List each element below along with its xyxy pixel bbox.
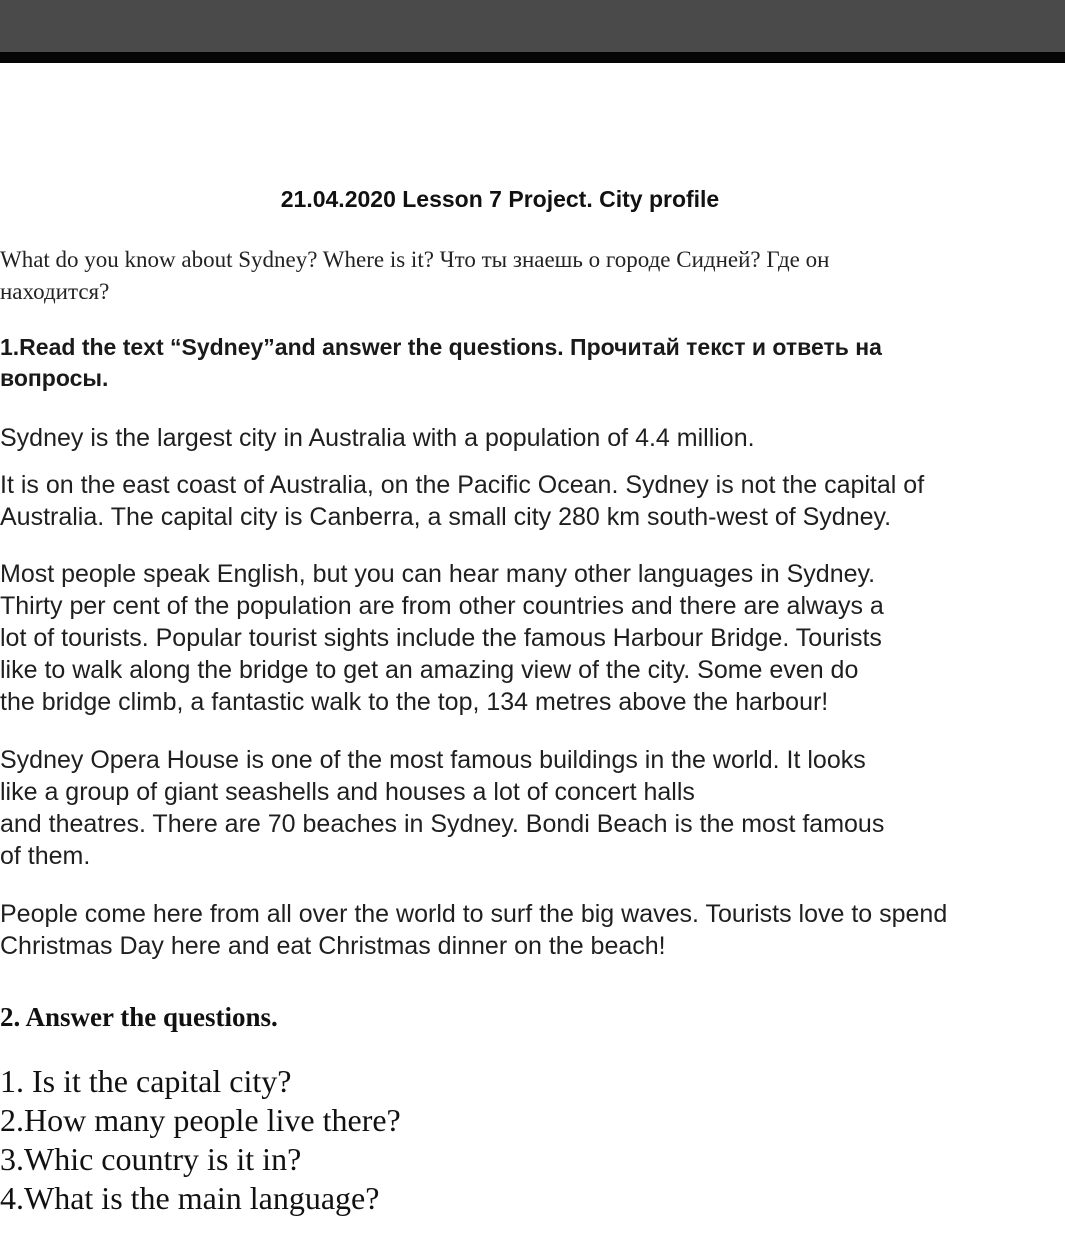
question-list (0, 1062, 401, 1218)
paragraph-line: like to walk along the bridge to get an amazing view of the city. Some even do (0, 656, 859, 684)
paragraph-line: lot of tourists. Popular tourist sights include the famous Harbour Bridge. Tourists (0, 624, 882, 652)
question-item: 4.What is the main language? (0, 1180, 380, 1216)
paragraph-opera-house (0, 744, 884, 872)
paragraph-line: Sydney Opera House is one of the most famous buildings in the world. It looks (0, 746, 866, 774)
task-1-line: вопросы. (0, 365, 109, 391)
paragraph-surfing-christmas (0, 898, 947, 962)
paragraph-line: Christmas Day here and eat Christmas dinner on the beach! (0, 932, 666, 960)
question-item: 2.How many people live there? (0, 1102, 401, 1138)
paragraph-line: of them. (0, 842, 91, 870)
paragraph-line: and theatres. There are 70 beaches in Sydney. Bondi Beach is the most famous (0, 810, 885, 838)
paragraph-line: It is on the east coast of Australia, on the Pacific Ocean. Sydney is not the capital of (0, 471, 925, 499)
paragraph-languages-tourists (0, 558, 884, 718)
question-item: 3.Whic country is it in? (0, 1141, 302, 1177)
paragraph-line: Sydney is the largest city in Australia with a population of 4.4 million. (0, 424, 755, 452)
intro-line: находится? (0, 279, 110, 304)
intro-line: What do you know about Sydney? Where is it? Что ты знаешь о городе Сидней? Где он (0, 247, 830, 272)
paragraph-line: Australia. The capital city is Canberra, a small city 280 km south-west of Sydney. (0, 503, 892, 531)
question-item: 1. Is it the capital city? (0, 1063, 292, 1099)
paragraph-line: like a group of giant seashells and houses a lot of concert halls (0, 778, 695, 806)
viewer-top-bar-edge (0, 52, 1065, 63)
paragraph-line: People come here from all over the world to surf the big waves. Tourists love to spend (0, 900, 948, 928)
paragraph-location (0, 469, 924, 533)
paragraph-line: the bridge climb, a fantastic walk to the top, 134 metres above the harbour! (0, 688, 829, 716)
lesson-title: 21.04.2020 Lesson 7 Project. City profile (280, 186, 720, 212)
paragraph-line: Most people speak English, but you can hear many other languages in Sydney. (0, 560, 876, 588)
intro-question (0, 244, 829, 308)
paragraph-line: Thirty per cent of the population are from other countries and there are always a (0, 592, 884, 620)
task-1-instruction (0, 332, 882, 394)
viewer-top-bar (0, 0, 1065, 52)
task-2-heading: 2. Answer the questions. (0, 1002, 278, 1032)
paragraph-population (0, 422, 755, 454)
task-1-line: 1.Read the text “Sydney”and answer the questions. Прочитай текст и ответь на (0, 334, 882, 360)
